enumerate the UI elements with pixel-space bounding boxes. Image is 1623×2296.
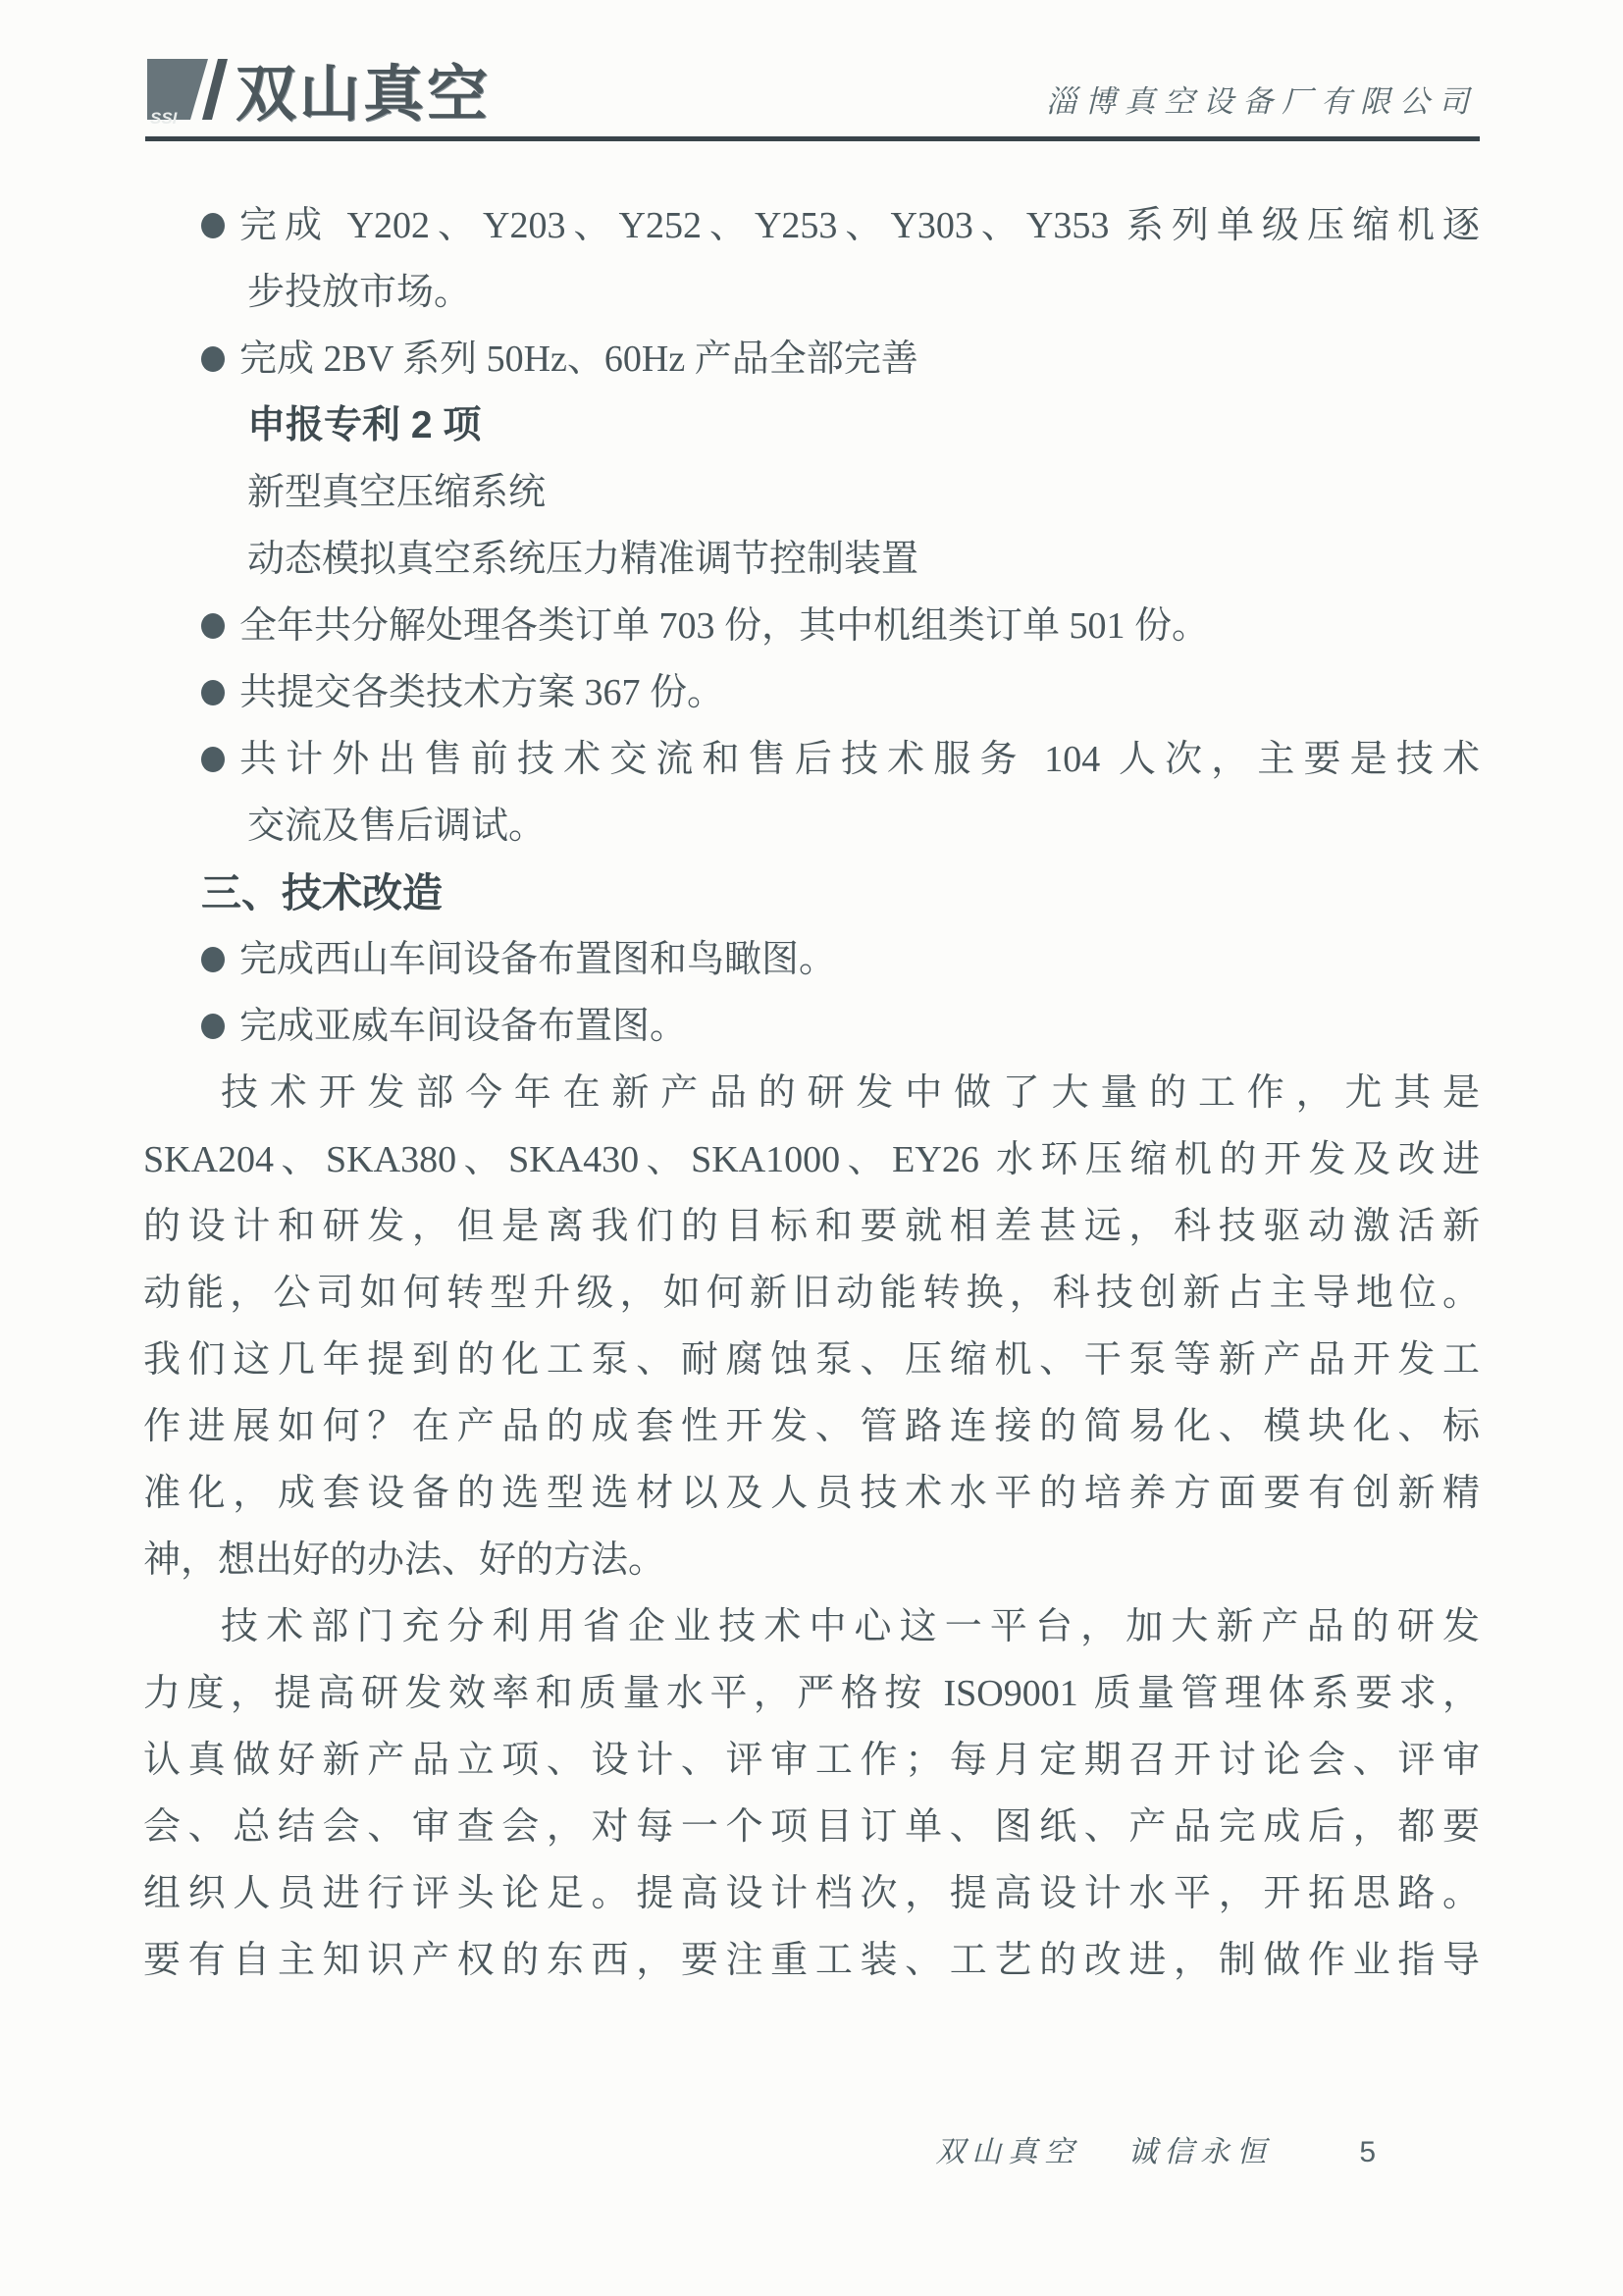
- footer-slogan-left: 双山真空: [935, 2136, 1081, 2168]
- company-name: 淄博真空设备厂有限公司: [1046, 84, 1478, 119]
- bullet-text: 共计外出售前技术交流和售后技术服务 104 人次，主要是技术: [239, 739, 1480, 780]
- text-line: 我们这几年提到的化工泵、耐腐蚀泵、压缩机、干泵等新产品开发工: [143, 1339, 1480, 1381]
- bullet-item: [143, 926, 1480, 993]
- bullet-icon: [201, 947, 225, 972]
- text-line: 神，想出好的办法、好的方法。: [143, 1539, 666, 1581]
- text-line: 的设计和研发，但是离我们的目标和要就相差甚远，科技驱动激活新: [143, 1206, 1480, 1247]
- bullet-text: 完成 2BV 系列 50Hz、60Hz 产品全部完善: [239, 339, 918, 380]
- header-divider: [145, 136, 1480, 141]
- text-line: 动能，公司如何转型升级，如何新旧动能转换，科技创新占主导地位。: [143, 1273, 1480, 1314]
- footer-slogan-right: 诚信永恒: [1127, 2136, 1274, 2168]
- bullet-item: [143, 326, 1480, 392]
- page-footer: [935, 2127, 1476, 2170]
- logo-text: 双山真空: [236, 61, 492, 129]
- bullet-text: 完成 Y202、Y203、Y252、Y253、Y303、Y353 系列单级压缩机逐: [239, 205, 1480, 246]
- bullet-item: [143, 192, 1480, 259]
- bullet-icon: [201, 346, 225, 372]
- bullet-icon: [201, 613, 225, 639]
- text-line: 认真做好新产品立项、设计、评审工作；每月定期召开讨论会、评审: [143, 1740, 1480, 1781]
- text-line: 要有自主知识产权的东西，要注重工装、工艺的改进，制做作业指导: [143, 1940, 1480, 1981]
- svg-text:SSI: SSI: [150, 109, 178, 128]
- text-line: 会、总结会、审查会，对每一个项目订单、图纸、产品完成后，都要: [143, 1806, 1480, 1848]
- text-line: 准化，成套设备的选型选材以及人员技术水平的培养方面要有创新精: [143, 1473, 1480, 1514]
- section-heading: 申报专利 2 项: [247, 404, 482, 446]
- text-line: 作进展如何？在产品的成套性开发、管路连接的简易化、模块化、标: [143, 1406, 1480, 1447]
- bullet-icon: [201, 747, 225, 772]
- page-number: 5: [1359, 2136, 1376, 2168]
- text-line: 技术开发部今年在新产品的研发中做了大量的工作，尤其是: [221, 1072, 1480, 1114]
- bullet-icon: [201, 680, 225, 705]
- text-line: SKA204、SKA380、SKA430、SKA1000、EY26 水环压缩机的开发及改进: [143, 1139, 1480, 1180]
- logo-ssi-mark: [147, 51, 230, 128]
- bullet-text: 完成西山车间设备布置图和鸟瞰图。: [239, 939, 837, 980]
- bullet-item: [143, 593, 1480, 659]
- bullet-item: [143, 993, 1480, 1060]
- bullet-text: 完成亚威车间设备布置图。: [239, 1006, 688, 1047]
- text-line: 步投放市场。: [247, 272, 472, 313]
- document-body: [143, 192, 1480, 1994]
- company-logo: [147, 51, 491, 128]
- bullet-icon: [201, 213, 225, 238]
- bullet-item: [143, 726, 1480, 793]
- bullet-item: [143, 659, 1480, 726]
- text-line: 新型真空压缩系统: [247, 472, 547, 513]
- text-line: 力度，提高研发效率和质量水平，严格按 ISO9001 质量管理体系要求，: [143, 1673, 1480, 1714]
- text-line: 组织人员进行评头论足。提高设计档次，提高设计水平，开拓思路。: [143, 1873, 1480, 1914]
- text-line: 交流及售后调试。: [247, 806, 547, 847]
- section-heading: 三、技术改造: [201, 870, 443, 915]
- bullet-icon: [201, 1014, 225, 1039]
- bullet-text: 全年共分解处理各类订单 703 份，其中机组类订单 501 份。: [239, 605, 1210, 647]
- bullet-text: 共提交各类技术方案 367 份。: [239, 672, 725, 713]
- text-line: 技术部门充分利用省企业技术中心这一平台，加大新产品的研发: [221, 1606, 1480, 1647]
- text-line: 动态模拟真空系统压力精准调节控制装置: [247, 539, 919, 580]
